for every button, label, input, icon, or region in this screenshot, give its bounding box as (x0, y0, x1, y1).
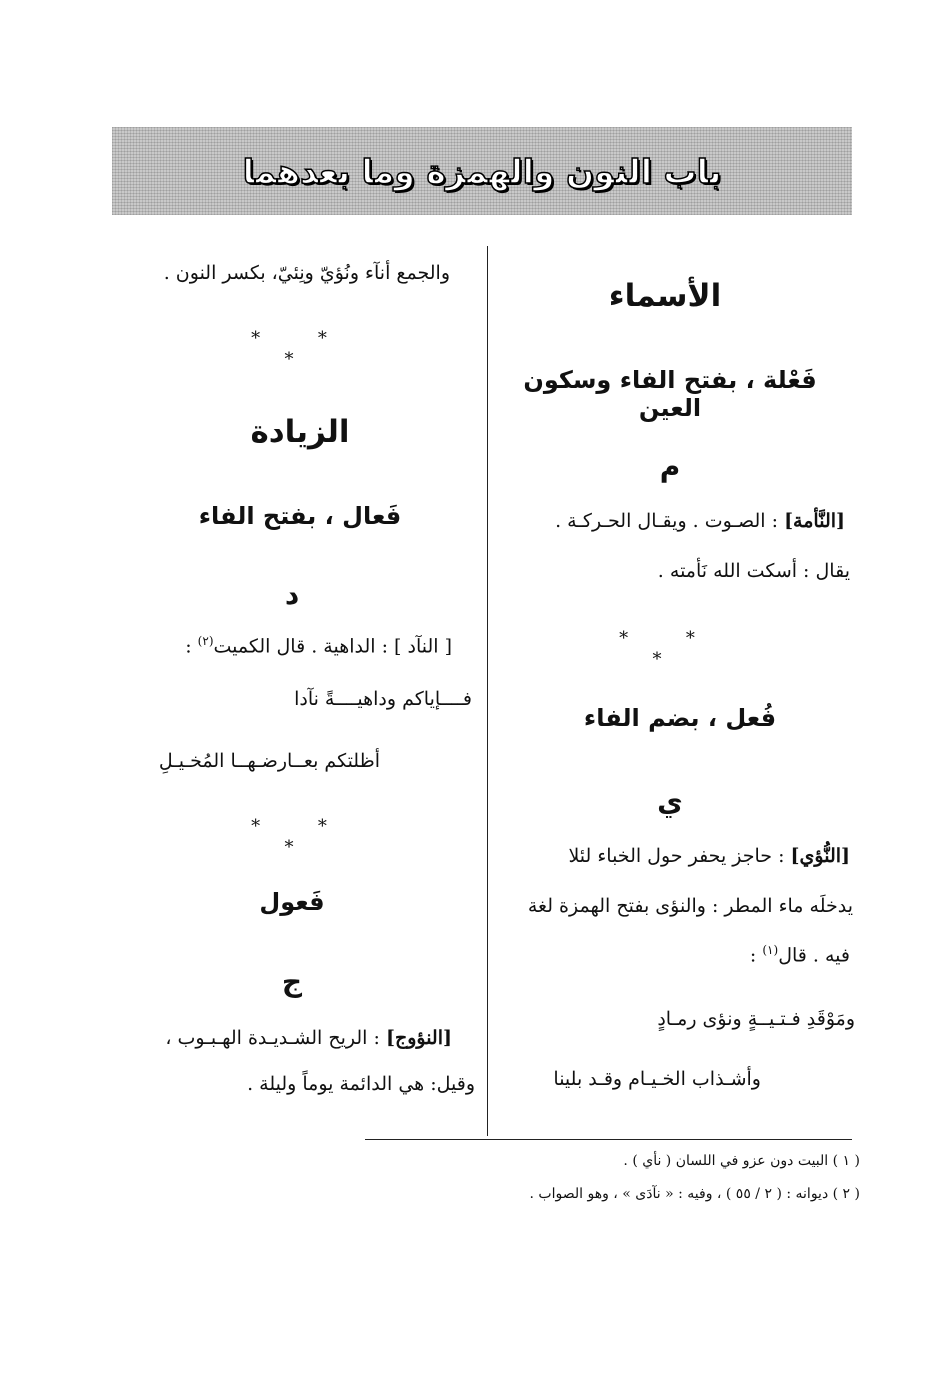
pattern-heading-1: فَعْلة ، بفتح الفاء وسكون العين (523, 366, 817, 422)
chapter-banner (112, 127, 852, 215)
letter-heading-ya: ي (657, 785, 683, 818)
verse-line-2: أظلتكم بعــارضـهــا المُخـيـلِ (158, 750, 380, 772)
entry-text: فيه . قال (778, 944, 850, 967)
entry-text: : الداهية . قال الكميت (213, 635, 388, 658)
pattern-heading-4: فَعول (259, 888, 325, 916)
footnote-ref: (١) (762, 943, 779, 957)
entry-term: [ النآد ] (394, 635, 452, 658)
entry-nuy-line-3 (495, 943, 850, 966)
pattern-heading-2: فُعل ، بضم الفاء (583, 704, 777, 732)
chapter-title: باب النون والهمزة وما بعدهما (242, 151, 722, 191)
entry-term: [النُّؤي] (790, 845, 850, 867)
verse-line-1: ومَوْقَدِ فـتـيــةٍ ونؤى رمـادٍ (657, 1008, 855, 1030)
separator-stars: * * * (251, 328, 353, 370)
section-title-augmented: الزيادة (250, 414, 350, 450)
pattern-heading-3: فَعال ، بفتح الفاء (198, 502, 402, 530)
column-divider (487, 246, 488, 1136)
letter-heading-jim: ج (281, 965, 303, 998)
letter-heading-mim: م (659, 450, 681, 483)
entry-text: : حاجز يحفر حول الخباء لئلا (568, 845, 785, 867)
entry-nawuj-line-2: وقيل: هي الدائمة يوماً وليلة . (247, 1073, 475, 1095)
section-title-names: الأسماء (608, 278, 722, 314)
footnote-1: ( ١ ) البيت دون عزو في اللسان ( نأي ) . (623, 1153, 860, 1169)
entry-naad-line-1 (100, 634, 452, 657)
entry-nawuj-line-1 (100, 1027, 452, 1049)
letter-heading-dal: د (284, 578, 300, 611)
entry-nuy-line-2: يدخلَه ماء المطر : والنؤى بفتح الهمزة لغة (527, 895, 853, 917)
entry-term: [النؤوج] (385, 1027, 452, 1049)
separator-stars: * * * (619, 628, 721, 670)
separator-stars: * * * (251, 816, 353, 858)
footnote-rule (365, 1139, 852, 1140)
entry-term: [النَّأمة] (784, 510, 845, 532)
entry-naama-line-2: يقال : أسكت الله نَأمته . (657, 560, 850, 582)
verse-line-2: وأشـذاب الخـيـام وقـد بلينا (553, 1068, 761, 1090)
entry-naama-line-1 (495, 510, 845, 532)
entry-text-end: : (185, 635, 192, 658)
plural-line: والجمع أنآء ونُؤيّ ونِئيّ، بكسر النون . (163, 262, 450, 284)
entry-text: : الريح الشـديـدة الهـبـوب ، (165, 1027, 380, 1049)
footnote-ref: (٢) (197, 634, 214, 648)
verse-line-1: فــــإياكم وداهيــــةً نآدا (294, 688, 472, 710)
entry-text: : الصـوت . ويقـال الحـركـة . (555, 510, 779, 532)
footnote-2: ( ٢ ) ديوانه : ( ٢ / ٥٥ ) ، وفيه : « نآدَى » ، وهو الصواب . (529, 1186, 860, 1202)
entry-nuy-line-1 (495, 845, 850, 867)
entry-text-end: : (749, 944, 757, 967)
